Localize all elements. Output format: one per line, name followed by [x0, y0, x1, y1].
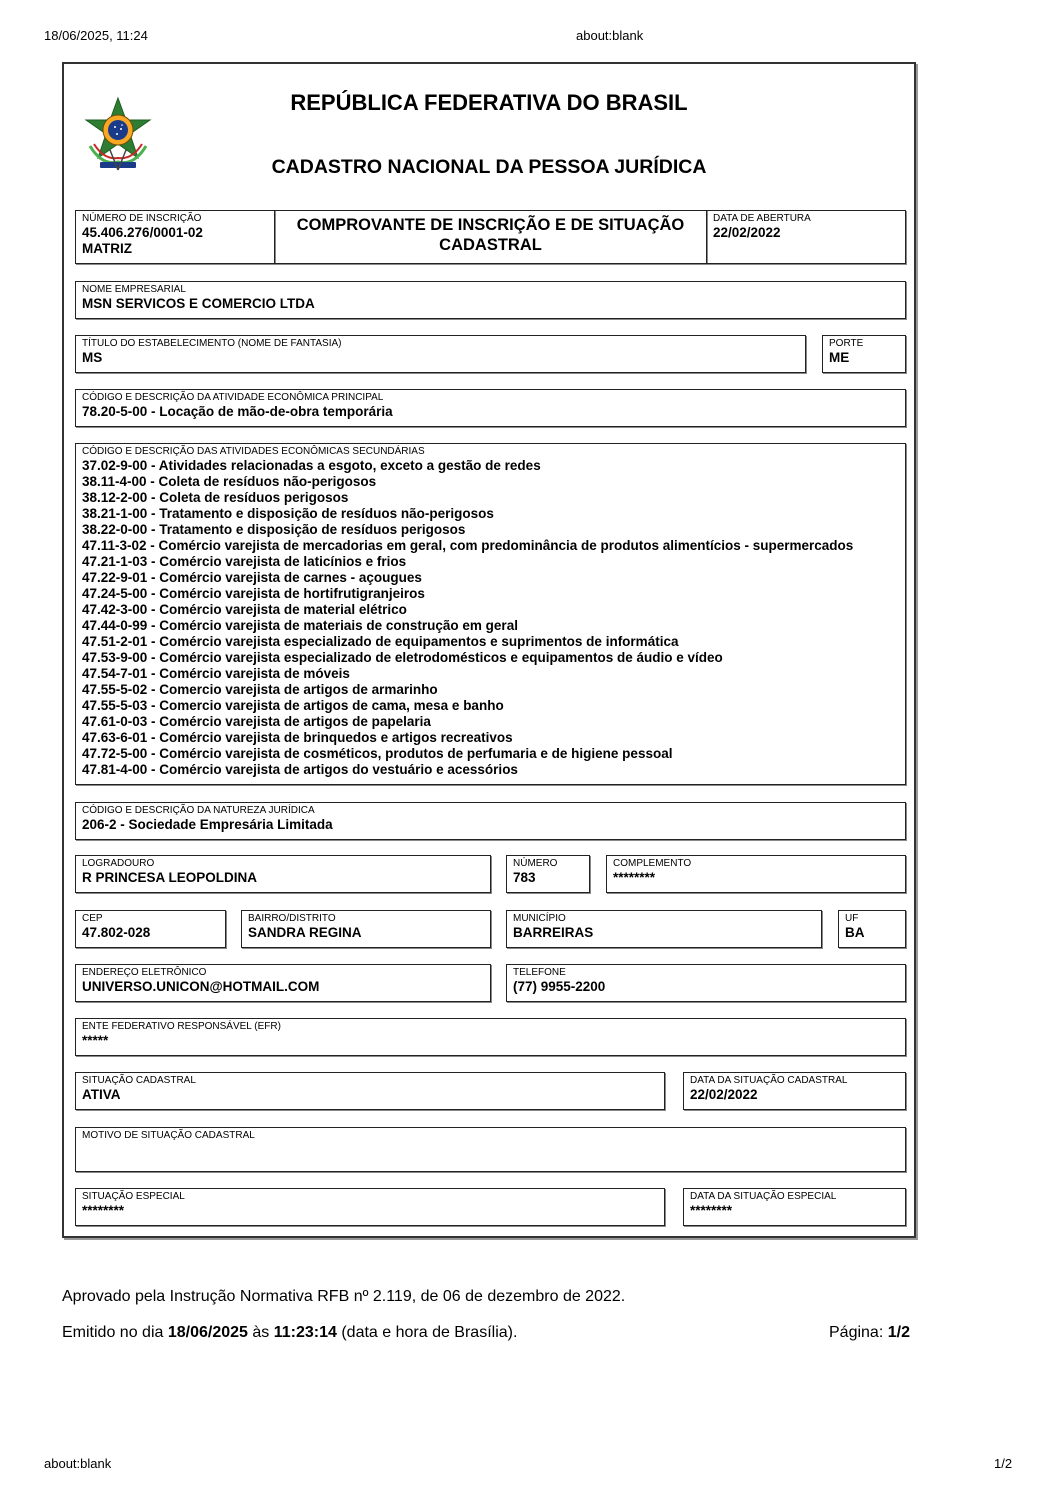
natureza-label: CÓDIGO E DESCRIÇÃO DA NATUREZA JURÍDICA — [82, 805, 315, 816]
situacao-value: ATIVA — [82, 1087, 121, 1102]
bairro-box — [241, 910, 491, 948]
page-subtitle: CADASTRO NACIONAL DA PESSOA JURÍDICA — [271, 156, 707, 178]
inscricao-box — [75, 210, 275, 264]
data-situacao-value: 22/02/2022 — [690, 1087, 758, 1102]
data-situacao-box — [683, 1072, 906, 1110]
emission-prefix: Emitido no dia — [62, 1324, 168, 1341]
uf-value: BA — [845, 925, 865, 940]
complemento-value: ******** — [613, 870, 656, 885]
telefone-box — [506, 964, 906, 1002]
cep-box — [75, 910, 226, 948]
page-label: Página: — [829, 1324, 888, 1341]
list-item: 38.12-2-00 - Coleta de resíduos perigosos — [82, 490, 349, 505]
fantasia-label: TÍTULO DO ESTABELECIMENTO (NOME DE FANTASIA) — [82, 338, 342, 349]
list-item: 47.44-0-99 - Comércio varejista de materiais de construção em geral — [82, 618, 518, 633]
atividade-principal-value: 78.20-5-00 - Locação de mão-de-obra temporária — [82, 404, 393, 419]
motivo-box — [75, 1127, 906, 1172]
municipio-box — [506, 910, 822, 948]
situacao-especial-box — [75, 1188, 665, 1226]
situacao-box — [75, 1072, 665, 1110]
porte-box — [822, 335, 906, 373]
complemento-box — [606, 855, 906, 893]
data-situacao-especial-box — [683, 1188, 906, 1226]
list-item: 47.24-5-00 - Comércio varejista de hortifrutigranjeiros — [82, 586, 425, 601]
list-item: 47.42-3-00 - Comércio varejista de material elétrico — [82, 602, 407, 617]
fantasia-box — [75, 335, 806, 373]
numero-value: 783 — [513, 870, 536, 885]
efr-box — [75, 1018, 906, 1056]
list-item: 47.51-2-01 - Comércio varejista especializado de equipamentos e suprimentos de informática — [82, 634, 679, 649]
print-datetime: 18/06/2025, 11:24 — [44, 28, 148, 43]
print-footer-page: 1/2 — [994, 1456, 1013, 1471]
situacao-especial-label: SITUAÇÃO ESPECIAL — [82, 1191, 185, 1202]
list-item: 47.81-4-00 - Comércio varejista de artigos do vestuário e acessórios — [82, 762, 518, 777]
porte-label: PORTE — [829, 338, 864, 349]
list-item: 38.22-0-00 - Tratamento e disposição de resíduos perigosos — [82, 522, 466, 537]
nome-label: NOME EMPRESARIAL — [82, 284, 186, 295]
natureza-box — [75, 802, 906, 840]
list-item: 38.21-1-00 - Tratamento e disposição de resíduos não-perigosos — [82, 506, 494, 521]
situacao-label: SITUAÇÃO CADASTRAL — [82, 1075, 196, 1086]
nome-box — [75, 281, 906, 319]
list-item: 47.72-5-00 - Comércio varejista de cosméticos, produtos de perfumaria e de higiene pessoal — [82, 746, 673, 761]
list-item: 47.11-3-02 - Comércio varejista de mercadorias em geral, com predominância de produtos alimentícios - supermercados — [82, 538, 854, 553]
nome-value: MSN SERVICOS E COMERCIO LTDA — [82, 296, 315, 311]
emission-text — [62, 1324, 517, 1342]
numero-box — [506, 855, 590, 893]
list-item: 47.55-5-03 - Comercio varejista de artigos de cama, mesa e banho — [82, 698, 504, 713]
efr-value: ***** — [82, 1033, 109, 1048]
efr-label: ENTE FEDERATIVO RESPONSÁVEL (EFR) — [82, 1021, 281, 1032]
cep-label: CEP — [82, 913, 103, 924]
uf-box — [838, 910, 906, 948]
cep-value: 47.802-028 — [82, 925, 151, 940]
list-item: 47.21-1-03 - Comércio varejista de laticínios e frios — [82, 554, 407, 569]
comprovante-box — [274, 210, 707, 264]
bairro-value: SANDRA REGINA — [248, 925, 362, 940]
telefone-label: TELEFONE — [513, 967, 566, 978]
complemento-label: COMPLEMENTO — [613, 858, 692, 869]
list-item: 47.53-9-00 - Comércio varejista especializado de eletrodomésticos e equipamentos de áudio e vídeo — [82, 650, 723, 665]
data-situacao-especial-label: DATA DA SITUAÇÃO ESPECIAL — [690, 1191, 837, 1202]
bairro-label: BAIRRO/DISTRITO — [248, 913, 336, 924]
abertura-label: DATA DE ABERTURA — [713, 213, 811, 224]
list-item: 47.55-5-02 - Comercio varejista de artigos de armarinho — [82, 682, 438, 697]
page-value: 1/2 — [887, 1324, 910, 1341]
numero-label: NÚMERO — [513, 858, 558, 869]
logradouro-box — [75, 855, 491, 893]
abertura-box — [706, 210, 906, 264]
list-item: 37.02-9-00 - Atividades relacionadas a esgoto, exceto a gestão de redes — [82, 458, 541, 473]
logradouro-value: R PRINCESA LEOPOLDINA — [82, 870, 258, 885]
print-footer-url: about:blank — [44, 1456, 112, 1471]
email-label: ENDEREÇO ELETRÔNICO — [82, 967, 207, 978]
atividades-secundarias-box — [75, 443, 906, 785]
logradouro-label: LOGRADOURO — [82, 858, 155, 869]
atividade-principal-box — [75, 389, 906, 427]
list-item: 47.54-7-01 - Comércio varejista de móveis — [82, 666, 350, 681]
emission-mid: às — [247, 1324, 274, 1341]
approval-text: Aprovado pela Instrução Normativa RFB nº 2.119, de 06 de dezembro de 2022. — [62, 1288, 626, 1305]
atividades-secundarias-label: CÓDIGO E DESCRIÇÃO DAS ATIVIDADES ECONÔMICAS SECUNDÁRIAS — [82, 446, 425, 457]
municipio-label: MUNICÍPIO — [513, 913, 566, 924]
page-indicator — [829, 1324, 910, 1342]
page-title: REPÚBLICA FEDERATIVA DO BRASIL — [290, 90, 688, 115]
atividade-principal-label: CÓDIGO E DESCRIÇÃO DA ATIVIDADE ECONÔMICA PRINCIPAL — [82, 392, 384, 403]
emission-suffix: (data e hora de Brasília). — [336, 1324, 518, 1341]
fantasia-value: MS — [82, 350, 103, 365]
natureza-value: 206-2 - Sociedade Empresária Limitada — [82, 817, 333, 832]
print-url: about:blank — [576, 28, 644, 43]
list-item: 38.11-4-00 - Coleta de resíduos não-perigosos — [82, 474, 377, 489]
abertura-value: 22/02/2022 — [713, 225, 781, 240]
data-situacao-especial-value: ******** — [690, 1203, 733, 1218]
situacao-especial-value: ******** — [82, 1203, 125, 1218]
list-item: 47.22-9-01 - Comércio varejista de carnes - açougues — [82, 570, 422, 585]
email-box — [75, 964, 491, 1002]
emission-date: 18/06/2025 — [167, 1324, 248, 1341]
uf-label: UF — [845, 913, 859, 924]
porte-value: ME — [829, 350, 850, 365]
list-item: 47.61-0-03 - Comércio varejista de artigos de papelaria — [82, 714, 431, 729]
emission-time: 11:23:14 — [273, 1324, 337, 1341]
inscricao-type: MATRIZ — [82, 241, 132, 256]
data-situacao-label: DATA DA SITUAÇÃO CADASTRAL — [690, 1075, 848, 1086]
comprovante-title: COMPROVANTE DE INSCRIÇÃO E DE SITUAÇÃO CADASTRAL — [296, 216, 685, 254]
list-item: 47.63-6-01 - Comércio varejista de brinquedos e artigos recreativos — [82, 730, 513, 745]
inscricao-label: NÚMERO DE INSCRIÇÃO — [82, 213, 202, 224]
email-value: UNIVERSO.UNICON@HOTMAIL.COM — [82, 979, 320, 994]
motivo-label: MOTIVO DE SITUAÇÃO CADASTRAL — [82, 1130, 255, 1141]
inscricao-number: 45.406.276/0001-02 — [82, 225, 203, 240]
telefone-value: (77) 9955-2200 — [513, 979, 606, 994]
municipio-value: BARREIRAS — [513, 925, 594, 940]
